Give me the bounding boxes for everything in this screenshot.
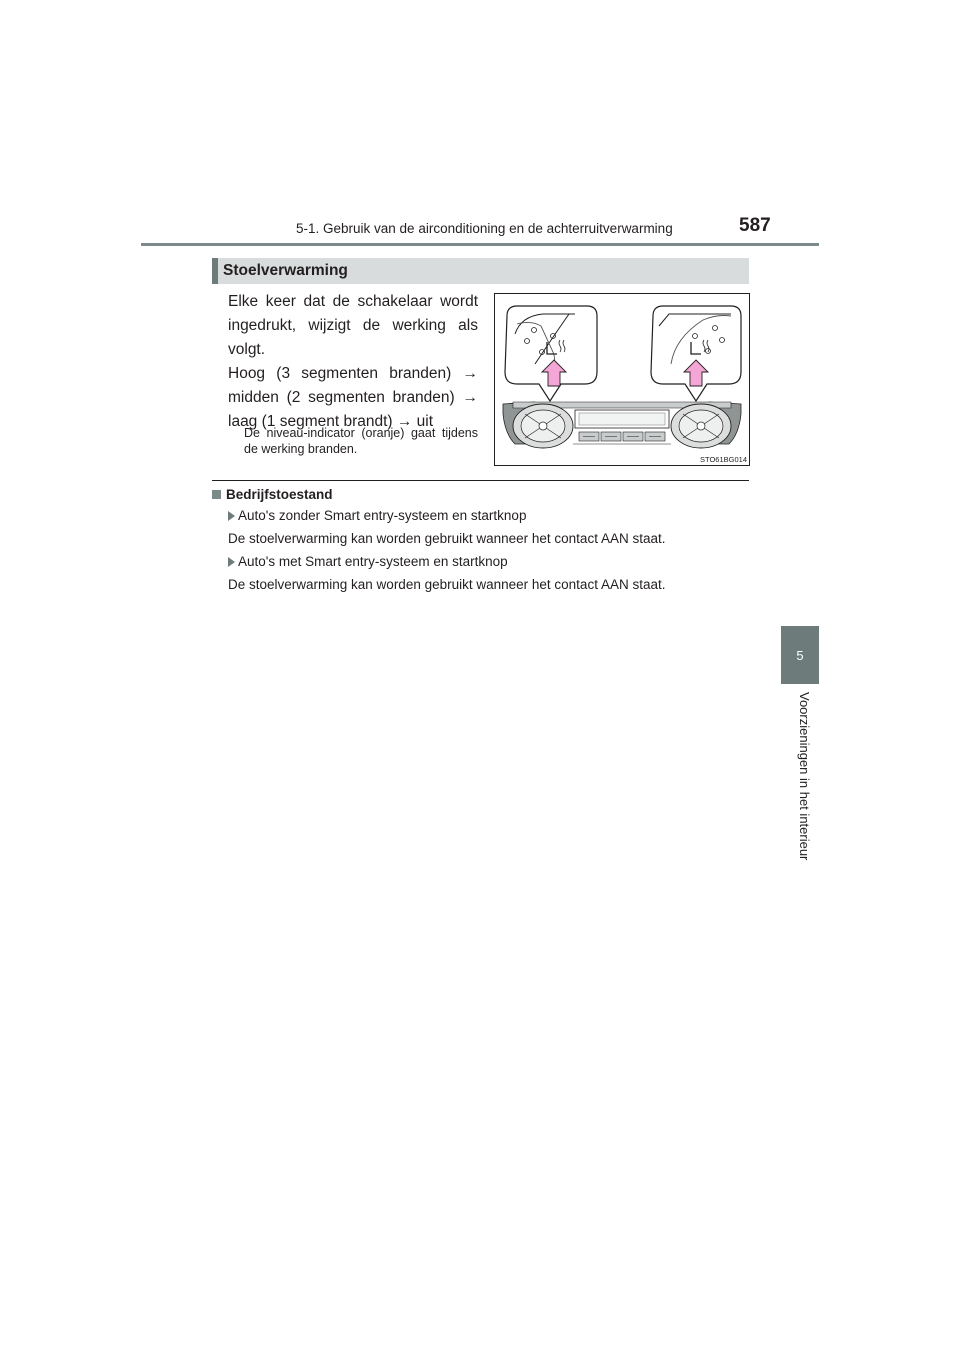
intro-line: ingedrukt, wijzigt de werking als — [228, 317, 478, 334]
chapter-label: Voorzieningen in het interieur — [797, 692, 812, 861]
page-number: 587 — [739, 215, 771, 236]
indicator-note: De niveau-indicator (oranje) gaat tijdens de werking branden. — [244, 426, 478, 456]
condition-bullet-text: Auto's met Smart entry-systeem en startknop — [238, 554, 508, 569]
triangle-bullet-icon — [228, 511, 235, 521]
intro-line: laag (1 segment brandt) → uit — [228, 413, 434, 430]
condition-bullet — [228, 554, 508, 569]
operation-heading — [212, 487, 333, 502]
heading-square-icon — [212, 490, 221, 499]
section-heading-accent — [212, 258, 218, 284]
chapter-number: 5 — [796, 647, 804, 663]
seat-heater-illustration — [494, 293, 750, 466]
intro-line: midden (2 segmenten branden) → — [228, 389, 478, 406]
condition-bullet — [228, 508, 526, 523]
running-header-title: 5-1. Gebruik van de airconditioning en de achterruitverwarming — [296, 221, 673, 236]
intro-paragraph — [228, 290, 478, 434]
section-divider — [212, 480, 749, 481]
intro-line: volgt. — [228, 341, 266, 358]
operation-heading-text: Bedrijfstoestand — [226, 487, 333, 502]
condition-text: De stoelverwarming kan worden gebruikt wanneer het contact AAN staat. — [228, 577, 666, 592]
header-divider — [141, 243, 819, 246]
condition-text: De stoelverwarming kan worden gebruikt wanneer het contact AAN staat. — [228, 531, 666, 546]
triangle-bullet-icon — [228, 557, 235, 567]
section-title: Stoelverwarming — [223, 262, 348, 279]
figure-code: STO61BG014 — [700, 455, 747, 464]
intro-line: Hoog (3 segmenten branden) → — [228, 365, 478, 382]
condition-bullet-text: Auto's zonder Smart entry-systeem en startknop — [238, 508, 527, 523]
seat-heater-switch-drawing — [495, 294, 749, 465]
chapter-tab[interactable] — [781, 626, 819, 684]
intro-line: Elke keer dat de schakelaar wordt — [228, 293, 478, 310]
